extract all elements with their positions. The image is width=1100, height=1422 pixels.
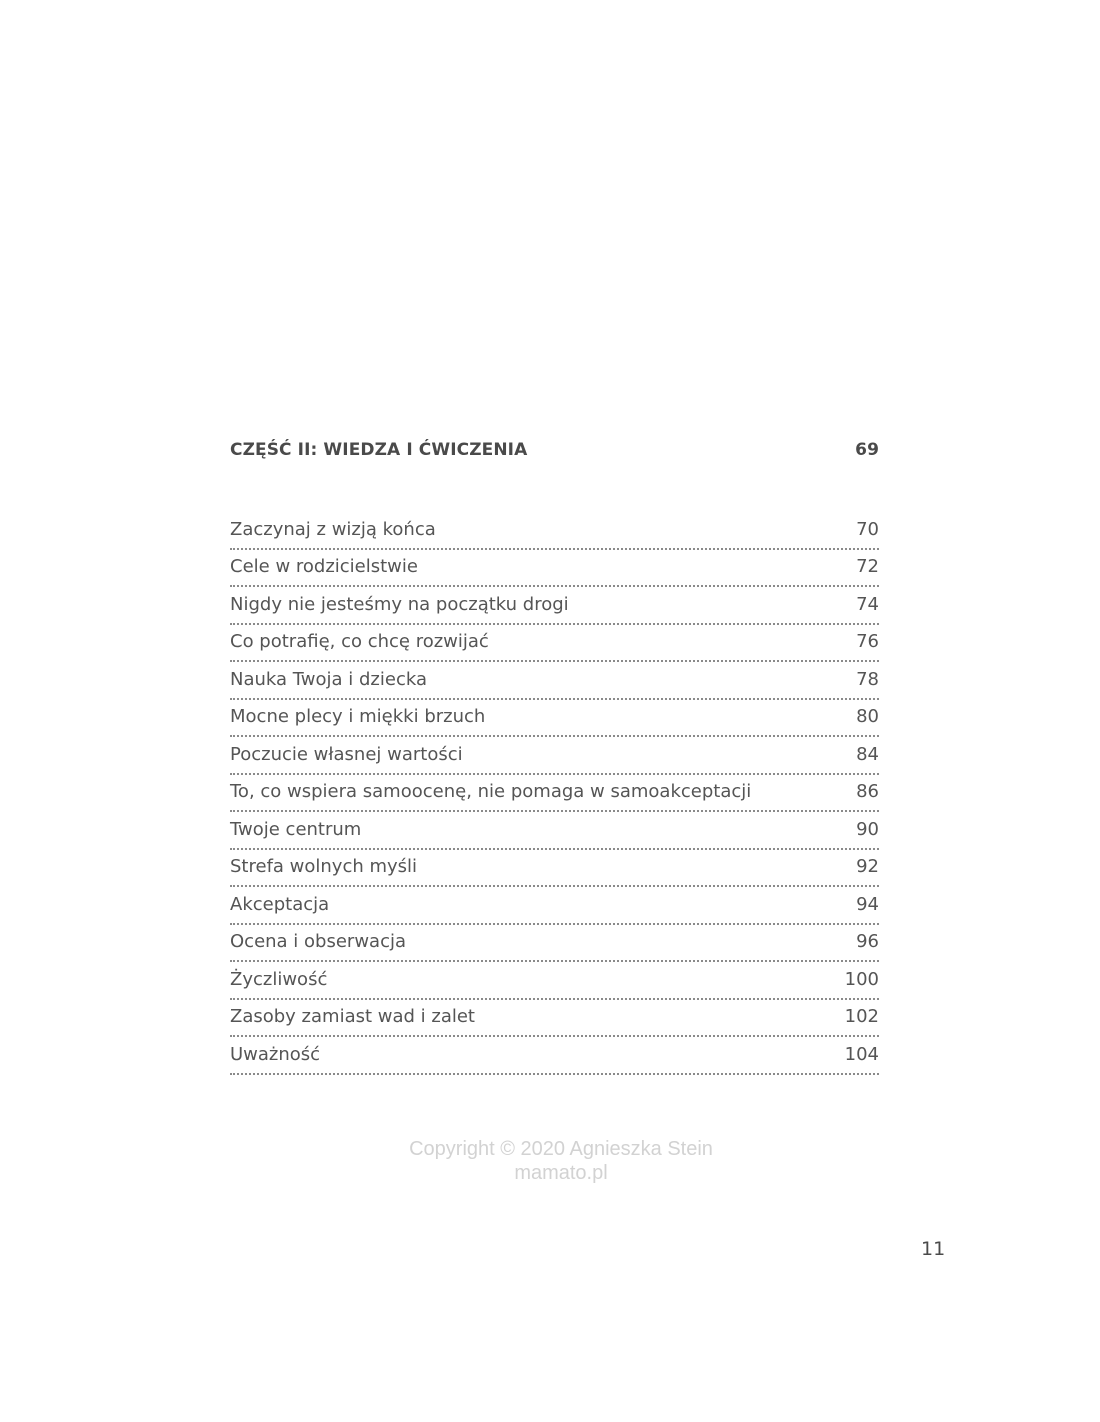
toc-entry-page: 76 <box>856 631 879 652</box>
toc-entry-page: 90 <box>856 818 879 840</box>
toc-entry-list <box>230 512 879 1075</box>
toc-entry <box>230 925 879 963</box>
toc-entry-page: 102 <box>844 1006 879 1027</box>
toc-entry-title: Co potrafię, co chcę rozwijać <box>230 631 489 652</box>
section-page: 69 <box>855 440 879 460</box>
toc-entry-title: Strefa wolnych myśli <box>230 856 418 877</box>
table-of-contents <box>230 440 879 1091</box>
toc-entry-page: 100 <box>844 968 879 990</box>
copyright-watermark <box>0 1137 1100 1185</box>
toc-entry-title: Akceptacja <box>230 893 330 915</box>
toc-entry-page: 80 <box>856 706 879 727</box>
toc-entry <box>230 812 879 850</box>
toc-entry <box>230 962 879 1000</box>
toc-entry-page: 74 <box>856 593 879 615</box>
toc-entry-title: Zaczynaj z wizją końca <box>230 518 436 540</box>
watermark-line-2: mamato.pl <box>514 1162 608 1184</box>
toc-entry <box>230 512 879 550</box>
toc-entry-page: 86 <box>856 781 879 802</box>
toc-entry-page: 104 <box>844 1043 879 1065</box>
toc-entry <box>230 775 879 813</box>
toc-entry-title: To, co wspiera samoocenę, nie pomaga w samoakceptacji <box>230 781 752 802</box>
toc-entry-page: 78 <box>856 668 879 690</box>
toc-entry-title: Cele w rodzicielstwie <box>230 556 418 577</box>
toc-entry-title: Nigdy nie jesteśmy na początku drogi <box>230 593 569 615</box>
toc-entry <box>230 1037 879 1075</box>
toc-entry-page: 92 <box>856 856 879 877</box>
toc-entry-page: 94 <box>856 893 879 915</box>
toc-entry-title: Poczucie własnej wartości <box>230 743 463 765</box>
toc-entry-page: 96 <box>856 931 879 952</box>
page-number: 11 <box>921 1238 946 1260</box>
toc-entry <box>230 587 879 625</box>
section-header <box>230 440 879 470</box>
toc-entry <box>230 737 879 775</box>
toc-entry-page: 72 <box>856 556 879 577</box>
toc-entry <box>230 550 879 588</box>
toc-entry-title: Mocne plecy i miękki brzuch <box>230 706 486 727</box>
toc-entry <box>230 700 879 738</box>
toc-entry-title: Nauka Twoja i dziecka <box>230 668 427 690</box>
toc-entry-page: 84 <box>856 743 879 765</box>
toc-entry-page: 70 <box>856 518 879 540</box>
toc-entry-title: Uważność <box>230 1043 321 1065</box>
toc-entry <box>230 1000 879 1038</box>
toc-entry <box>230 662 879 700</box>
toc-entry <box>230 625 879 663</box>
toc-entry <box>230 850 879 888</box>
toc-entry-title: Życzliwość <box>230 968 328 990</box>
toc-entry-title: Zasoby zamiast wad i zalet <box>230 1006 475 1027</box>
section-title: CZĘŚĆ II: WIEDZA I ĆWICZENIA <box>230 440 528 460</box>
toc-entry-title: Ocena i obserwacja <box>230 931 406 952</box>
toc-entry-title: Twoje centrum <box>230 818 362 840</box>
toc-entry <box>230 887 879 925</box>
watermark-line-1: Copyright © 2020 Agnieszka Stein <box>409 1138 713 1160</box>
